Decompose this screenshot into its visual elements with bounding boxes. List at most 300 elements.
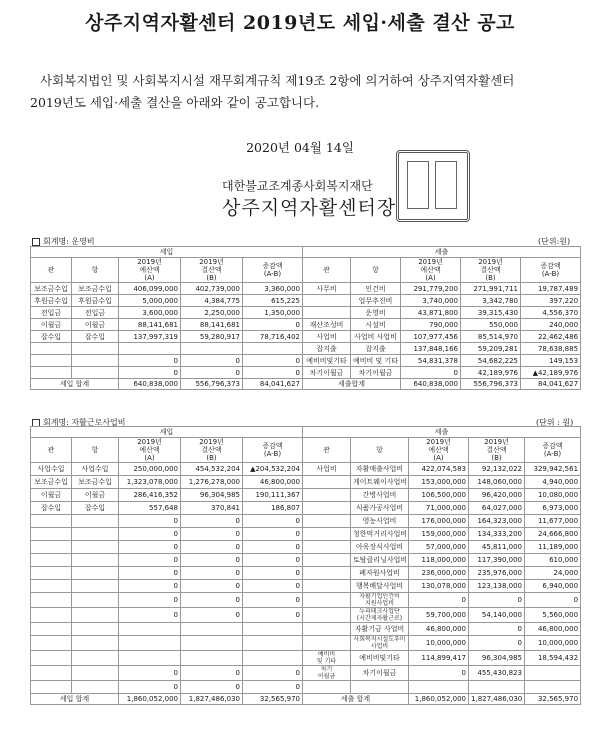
total-amount: 640,838,000 (401, 379, 461, 390)
cell-amount: 0 (181, 554, 243, 567)
cell-amount: 0 (181, 355, 243, 367)
cell-label (303, 515, 351, 528)
table-row (31, 528, 581, 541)
cell-label: 자활매출사업비 (351, 463, 409, 476)
cell-amount: 19,787,489 (521, 283, 581, 295)
cell-label (72, 343, 119, 355)
cell-label: 차기이월금 (351, 666, 409, 681)
cell-amount (525, 666, 581, 681)
cell-label: 잡수입 (72, 502, 119, 515)
cell-label (303, 681, 351, 694)
cell-amount: 1,350,000 (243, 307, 303, 319)
cell-label (31, 608, 72, 623)
cell-amount: 107,977,456 (401, 331, 461, 343)
table-row (31, 651, 581, 666)
cell-amount: 610,000 (525, 554, 581, 567)
cell-amount: 5,000,000 (119, 295, 181, 307)
cell-label: 이월금 (72, 319, 119, 331)
cell-label: 잡수입 (72, 331, 119, 343)
cell-label: 후원금수입 (72, 295, 119, 307)
section2-table (30, 426, 581, 705)
table-row (31, 295, 581, 307)
cell-amount: 286,416,352 (119, 489, 181, 502)
cell-amount: 45,811,000 (469, 541, 525, 554)
cell-label (31, 651, 72, 666)
total-label: 세입 합계 (31, 379, 119, 390)
cell-amount: 10,000,000 (409, 636, 469, 651)
cell-amount: 0 (119, 593, 181, 608)
total-amount: 32,565,970 (525, 694, 581, 705)
cell-label: 간병사업비 (351, 489, 409, 502)
cell-label (303, 307, 351, 319)
cell-amount: 43,871,800 (401, 307, 461, 319)
cell-amount: 0 (243, 666, 303, 681)
column-header-budget: 2019년 예산액 (A) (119, 258, 181, 283)
cell-amount: 176,000,000 (409, 515, 469, 528)
cell-amount: 422,074,583 (409, 463, 469, 476)
cell-amount: 3,342,780 (461, 295, 521, 307)
cell-amount: 615,225 (243, 295, 303, 307)
cell-label (351, 681, 409, 694)
cell-amount (243, 651, 303, 666)
column-header-gwan: 관 (31, 258, 72, 283)
cell-label: 후원금수입 (31, 295, 72, 307)
cell-amount: 3,600,000 (119, 307, 181, 319)
total-label: 세출 합계 (303, 694, 409, 705)
table-row (31, 367, 581, 379)
cell-amount: 291,779,200 (401, 283, 461, 295)
cell-label (72, 515, 119, 528)
cell-amount: 64,027,000 (469, 502, 525, 515)
total-amount: 1,860,052,000 (409, 694, 469, 705)
column-header-diff: 증감액 (A-B) (243, 438, 303, 463)
cell-amount (119, 343, 181, 355)
cell-amount: 6,940,000 (525, 580, 581, 593)
cell-label: 잡수입 (31, 331, 72, 343)
revenue-label: 세입 (31, 247, 303, 258)
column-header-settle: 2019년 결산액 (B) (461, 258, 521, 283)
cell-label (31, 554, 72, 567)
cell-amount (243, 623, 303, 636)
column-header-hang: 항 (72, 258, 119, 283)
total-label: 세입 합계 (31, 694, 119, 705)
cell-label: 폐자원사업비 (351, 567, 409, 580)
cell-label: 보조금수입 (72, 476, 119, 489)
section1-heading-text: 회계명: 운영비 (43, 237, 95, 246)
cell-label: 잡지출 (303, 343, 351, 355)
cell-label (31, 623, 72, 636)
total-amount: 1,827,486,030 (181, 694, 243, 705)
cell-amount: 88,141,681 (119, 319, 181, 331)
cell-amount: 11,189,000 (525, 541, 581, 554)
column-header-diff: 증감액 (A-B) (243, 258, 303, 283)
cell-amount: 88,141,681 (181, 319, 243, 331)
cell-amount: 0 (181, 681, 243, 694)
cell-amount: 397,220 (521, 295, 581, 307)
cell-label (31, 355, 72, 367)
cell-amount: 0 (181, 608, 243, 623)
cell-amount: 22,462,486 (521, 331, 581, 343)
column-header-diff: 증감액 (A-B) (525, 438, 581, 463)
table-row (31, 681, 581, 694)
cell-amount: 96,420,000 (469, 489, 525, 502)
cell-label (72, 666, 119, 681)
cell-amount: 0 (119, 608, 181, 623)
table-row (31, 502, 581, 515)
cell-amount: 0 (469, 623, 525, 636)
cell-amount: 85,514,970 (461, 331, 521, 343)
cell-label (303, 580, 351, 593)
revenue-label: 세입 (31, 427, 303, 438)
table-header-row (31, 427, 581, 438)
cell-amount: 550,000 (461, 319, 521, 331)
total-amount: 556,796,373 (461, 379, 521, 390)
cell-amount: 4,940,000 (525, 476, 581, 489)
cell-label: 보조금수입 (31, 476, 72, 489)
cell-amount: 0 (469, 593, 525, 608)
cell-amount: 0 (243, 580, 303, 593)
cell-label: 전입금 (72, 307, 119, 319)
cell-amount: 4,384,775 (181, 295, 243, 307)
cell-amount: 0 (469, 636, 525, 651)
cell-label: 차기이월금 (351, 367, 401, 379)
cell-label: 사업비 (303, 331, 351, 343)
cell-amount: 46,800,000 (409, 623, 469, 636)
cell-amount: ▲204,532,204 (243, 463, 303, 476)
cell-label (72, 681, 119, 694)
official-seal (396, 150, 470, 222)
cell-label: 행복배달사업비 (351, 580, 409, 593)
cell-amount: 0 (243, 367, 303, 379)
cell-label (31, 567, 72, 580)
table-row (31, 567, 581, 580)
cell-label (31, 343, 72, 355)
cell-amount (243, 636, 303, 651)
cell-amount: 149,153 (521, 355, 581, 367)
cell-amount: 130,078,000 (409, 580, 469, 593)
cell-amount: 0 (243, 593, 303, 608)
cell-amount: 406,099,000 (119, 283, 181, 295)
column-header-diff: 증감액 (A-B) (521, 258, 581, 283)
cell-amount: 454,532,204 (181, 463, 243, 476)
table-row (31, 343, 581, 355)
cell-amount: 24,000 (525, 567, 581, 580)
cell-label: 식품가공사업비 (351, 502, 409, 515)
cell-amount: 0 (181, 367, 243, 379)
cell-label (31, 681, 72, 694)
cell-amount (119, 651, 181, 666)
table-row (31, 541, 581, 554)
cell-amount: 148,060,000 (469, 476, 525, 489)
cell-amount: 10,000,000 (525, 636, 581, 651)
cell-label (72, 623, 119, 636)
cell-amount: 46,800,000 (525, 623, 581, 636)
total-row (31, 379, 581, 390)
total-amount: 640,838,000 (119, 379, 181, 390)
cell-amount: 557,648 (119, 502, 181, 515)
cell-amount: 159,000,000 (409, 528, 469, 541)
cell-amount: 1,323,078,000 (119, 476, 181, 489)
total-amount: 32,565,970 (243, 694, 303, 705)
cell-label (72, 554, 119, 567)
cell-amount: 71,000,000 (409, 502, 469, 515)
cell-amount: 3,740,000 (401, 295, 461, 307)
cell-amount (181, 623, 243, 636)
cell-label: 예비비 및 기타 (351, 355, 401, 367)
cell-amount: 0 (243, 681, 303, 694)
cell-amount: 0 (119, 666, 181, 681)
cell-label: 청한먹거리사업비 (351, 528, 409, 541)
column-header-settle: 2019년 결산액 (B) (469, 438, 525, 463)
cell-label: 자활기업인건비 지원사업비 (351, 593, 409, 608)
cell-amount: 164,323,000 (469, 515, 525, 528)
table-row (31, 580, 581, 593)
cell-amount: 186,807 (243, 502, 303, 515)
cell-amount: 790,000 (401, 319, 461, 331)
cell-label: 사무비 (303, 283, 351, 295)
cell-label: 이월금 (31, 319, 72, 331)
cell-label: 잡지출 (351, 343, 401, 355)
expense-label: 세출 (303, 427, 581, 438)
section2-unit: (단위 : 원) (536, 418, 574, 427)
total-label: 세출합계 (303, 379, 401, 390)
column-header-gwan: 관 (31, 438, 72, 463)
cell-amount: 0 (119, 515, 181, 528)
cell-amount: 455,430,823 (469, 666, 525, 681)
cell-label: 보조금수입 (31, 283, 72, 295)
cell-amount: 402,739,000 (181, 283, 243, 295)
cell-label: 아욱장식사업비 (351, 541, 409, 554)
table-row (31, 355, 581, 367)
cell-label: 업무추진비 (351, 295, 401, 307)
cell-amount: 0 (243, 567, 303, 580)
cell-amount: 240,000 (521, 319, 581, 331)
cell-amount: 6,973,000 (525, 502, 581, 515)
paragraph-line-2: 2019년도 세입·세출 결산을 아래와 같이 공고합니다. (30, 95, 320, 110)
cell-amount: 250,000,000 (119, 463, 181, 476)
cell-amount: 0 (119, 554, 181, 567)
table-header-row (31, 247, 581, 258)
cell-amount: 46,800,000 (243, 476, 303, 489)
column-header-gwan: 관 (303, 258, 351, 283)
cell-label (303, 502, 351, 515)
table-row (31, 319, 581, 331)
cell-amount: 78,638,885 (521, 343, 581, 355)
table-row (31, 515, 581, 528)
total-amount: 1,827,486,030 (469, 694, 525, 705)
cell-label (31, 367, 72, 379)
cell-amount: 59,700,000 (409, 608, 469, 623)
section1-unit: (단위:원) (538, 237, 571, 246)
cell-amount: 137,848,166 (401, 343, 461, 355)
cell-amount: 0 (119, 541, 181, 554)
cell-amount: 92,132,022 (469, 463, 525, 476)
cell-amount (181, 636, 243, 651)
cell-amount: 0 (181, 666, 243, 681)
cell-amount: 134,333,200 (469, 528, 525, 541)
cell-amount: ▲42,189,976 (521, 367, 581, 379)
column-header-settle: 2019년 결산액 (B) (181, 438, 243, 463)
table-row (31, 554, 581, 567)
cell-amount: 0 (243, 319, 303, 331)
cell-amount: 123,138,000 (469, 580, 525, 593)
cell-label (303, 476, 351, 489)
total-amount: 556,796,373 (181, 379, 243, 390)
cell-label (72, 541, 119, 554)
table-row (31, 307, 581, 319)
cell-label (303, 541, 351, 554)
cell-amount: 57,000,000 (409, 541, 469, 554)
cell-label (31, 636, 72, 651)
cell-amount: 271,991,711 (461, 283, 521, 295)
cell-label: 사업수입 (31, 463, 72, 476)
column-header-hang: 항 (72, 438, 119, 463)
page-title: 상주지역자활센터 2019년도 세입·세출 결산 공고 (85, 12, 515, 34)
cell-label: 잡수입 (31, 502, 72, 515)
table-row (31, 593, 581, 608)
column-header-budget: 2019년 예산액 (A) (401, 258, 461, 283)
cell-label (31, 541, 72, 554)
cell-label: 사업비 사업비 (351, 331, 401, 343)
cell-amount: 0 (409, 666, 469, 681)
cell-amount: 0 (119, 528, 181, 541)
column-header-hang: 항 (351, 258, 401, 283)
cell-amount: 0 (181, 528, 243, 541)
cell-amount: 0 (119, 367, 181, 379)
cell-amount: 153,000,000 (409, 476, 469, 489)
cell-label (31, 593, 72, 608)
cell-label (31, 528, 72, 541)
column-header-row (31, 438, 581, 463)
cell-amount (181, 343, 243, 355)
cell-amount: 3,360,000 (243, 283, 303, 295)
cell-amount: 0 (243, 554, 303, 567)
cell-label: 이월금 (31, 489, 72, 502)
column-header-hang: 항 (351, 438, 409, 463)
cell-amount: 106,500,000 (409, 489, 469, 502)
cell-amount: 0 (119, 567, 181, 580)
cell-label: 재산조성비 (303, 319, 351, 331)
column-header-budget: 2019년 예산액 (A) (119, 438, 181, 463)
table-row (31, 666, 581, 681)
cell-amount: 0 (243, 541, 303, 554)
column-header-gwan: 관 (303, 438, 351, 463)
section1-table (30, 246, 581, 390)
column-header-budget: 2019년 예산액 (A) (409, 438, 469, 463)
cell-label (303, 623, 351, 636)
cell-label (72, 593, 119, 608)
cell-label: 토탈클리닝사업비 (351, 554, 409, 567)
cell-label (72, 367, 119, 379)
cell-amount: 59,280,917 (181, 331, 243, 343)
cell-label (72, 636, 119, 651)
cell-label: 이월금 (72, 489, 119, 502)
cell-amount: 5,560,000 (525, 608, 581, 623)
expense-label: 세출 (303, 247, 581, 258)
total-amount: 1,860,052,000 (119, 694, 181, 705)
cell-label: 사회복지시설도우미 사업비 (351, 636, 409, 651)
cell-amount: 11,677,000 (525, 515, 581, 528)
cell-amount: 236,000,000 (409, 567, 469, 580)
cell-amount: 118,000,000 (409, 554, 469, 567)
cell-amount: 117,390,000 (469, 554, 525, 567)
cell-label (72, 567, 119, 580)
cell-label: 게이트웨이사업비 (351, 476, 409, 489)
announcement-date: 2020년 04월 14일 (246, 140, 354, 155)
table-row (31, 331, 581, 343)
cell-amount: 96,304,985 (181, 489, 243, 502)
cell-label (303, 528, 351, 541)
cell-amount: 39,315,430 (461, 307, 521, 319)
cell-amount: 0 (401, 367, 461, 379)
cell-label: 예비비및기타 (351, 651, 409, 666)
cell-amount: 137,997,319 (119, 331, 181, 343)
cell-amount: 0 (409, 593, 469, 608)
cell-label: 사업수입 (72, 463, 119, 476)
cell-label: 시설비 (351, 319, 401, 331)
cell-amount: 10,080,000 (525, 489, 581, 502)
cell-amount: 78,716,402 (243, 331, 303, 343)
cell-amount: 24,666,800 (525, 528, 581, 541)
cell-label (31, 515, 72, 528)
cell-label (303, 567, 351, 580)
cell-label (31, 666, 72, 681)
cell-amount: 370,841 (181, 502, 243, 515)
cell-label (303, 593, 351, 608)
cell-label: 누리테크사업단 (시간제자활근로) (351, 608, 409, 623)
cell-amount: 0 (181, 580, 243, 593)
cell-label (72, 580, 119, 593)
cell-label (72, 355, 119, 367)
cell-label: 인건비 (351, 283, 401, 295)
cell-amount: 54,831,378 (401, 355, 461, 367)
cell-amount: 0 (181, 515, 243, 528)
cell-label (72, 651, 119, 666)
table-row (31, 476, 581, 489)
paragraph-line-1: 사회복지법인 및 사회복지시설 재무회계규칙 제19조 2항에 의거하여 상주지역자활센터 (40, 73, 515, 88)
cell-amount (243, 343, 303, 355)
checkbox-icon (32, 238, 40, 246)
cell-label (303, 636, 351, 651)
table-row (31, 283, 581, 295)
cell-label: 차기 이월금 (303, 666, 351, 681)
total-row (31, 694, 581, 705)
total-amount: 84,041,627 (521, 379, 581, 390)
cell-amount: 59,209,281 (461, 343, 521, 355)
cell-amount: 0 (181, 567, 243, 580)
cell-amount: 2,250,000 (181, 307, 243, 319)
cell-amount: 0 (243, 608, 303, 623)
cell-amount: 0 (243, 515, 303, 528)
cell-amount: 114,899,417 (409, 651, 469, 666)
table-row (31, 463, 581, 476)
cell-label: 차기이월금 (303, 367, 351, 379)
cell-label: 예비비및기타 (303, 355, 351, 367)
cell-amount: 235,976,000 (469, 567, 525, 580)
cell-amount (525, 681, 581, 694)
cell-amount (409, 681, 469, 694)
cell-label: 자활기금 사업비 (351, 623, 409, 636)
cell-label: 보조금수입 (72, 283, 119, 295)
cell-amount: 54,140,000 (469, 608, 525, 623)
cell-amount: 0 (181, 541, 243, 554)
cell-label (303, 554, 351, 567)
cell-amount: 0 (181, 593, 243, 608)
cell-label: 영농사업비 (351, 515, 409, 528)
cell-label (72, 608, 119, 623)
cell-amount: 42,189,976 (461, 367, 521, 379)
cell-label (72, 528, 119, 541)
